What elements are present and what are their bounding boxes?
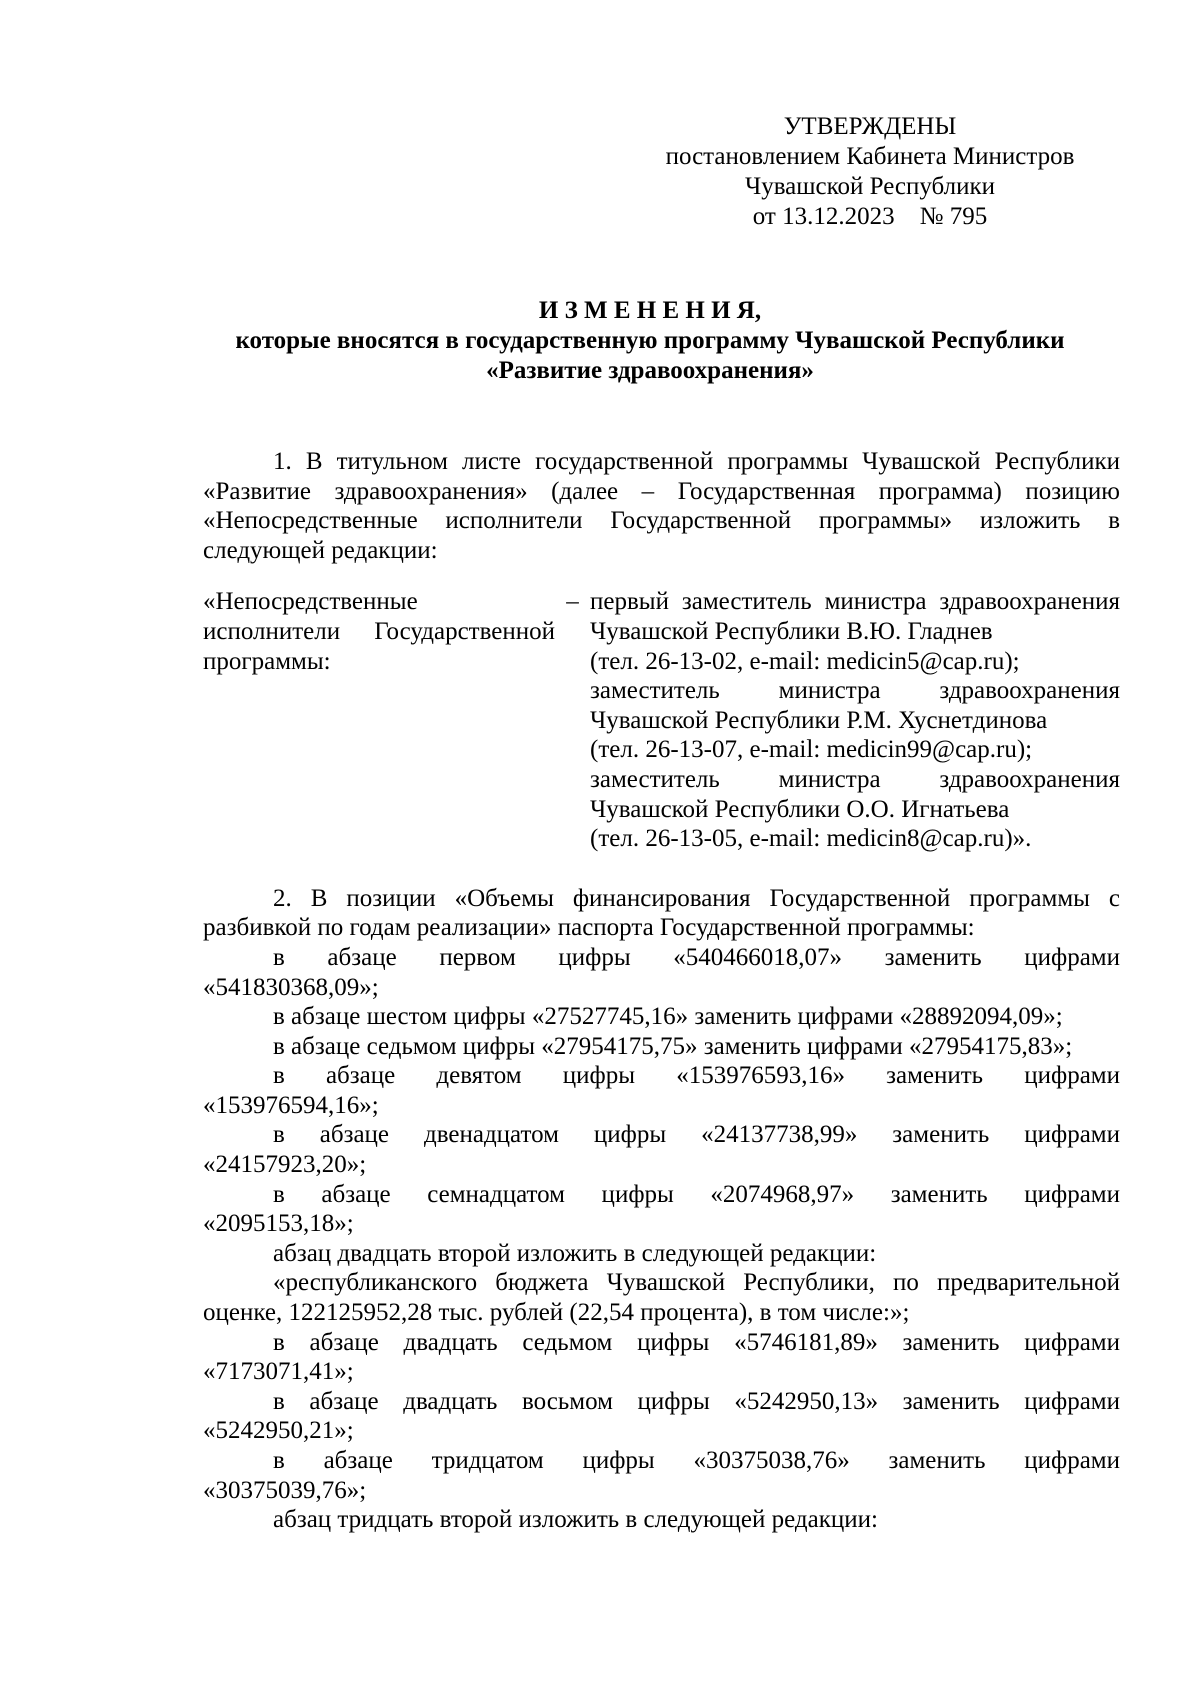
section-2-item-continuation: «541830368,09»; bbox=[203, 973, 379, 1001]
executor-1-role: первый заместитель министра здравоохранения Чувашской Республики В.Ю. Гладнев bbox=[590, 588, 1120, 645]
section-2-item-continuation: «24157923,20»; bbox=[203, 1151, 367, 1179]
section-2-item: «республиканского бюджета Чувашской Республики, по предварительной оценке, 122125952,28 тыс. рублей (22,54 процента), в том числе:»; bbox=[203, 1269, 1120, 1327]
executor-2-role: заместитель министра здравоохранения Чувашской Республики Р.М. Хуснетдинова bbox=[590, 677, 1120, 734]
section-2-item-continuation: «7173071,41»; bbox=[203, 1358, 354, 1386]
section-2-item: в абзаце первом цифры «540466018,07» заменить цифрами bbox=[273, 943, 1120, 971]
document-body bbox=[203, 447, 1120, 1535]
document-heading bbox=[180, 296, 1120, 386]
executor-2-contact: (тел. 26-13-07, e-mail: medicin99@cap.ru); bbox=[590, 736, 1033, 764]
section-2-item: в абзаце семнадцатом цифры «2074968,97» заменить цифрами bbox=[273, 1180, 1120, 1208]
section-2-item: в абзаце двадцать восьмом цифры «5242950,13» заменить цифрами bbox=[273, 1387, 1120, 1415]
section-2-item: в абзаце шестом цифры «27527745,16» заменить цифрами «28892094,09»; bbox=[273, 1003, 1063, 1031]
section-2-item-continuation: «5242950,21»; bbox=[203, 1417, 354, 1445]
approval-stamp bbox=[620, 112, 1120, 232]
executors-list bbox=[590, 587, 1120, 853]
executor-3-role: заместитель министра здравоохранения Чувашской Республики О.О. Игнатьева bbox=[590, 765, 1120, 823]
section-2-item: в абзаце седьмом цифры «27954175,75» заменить цифрами «27954175,83»; bbox=[273, 1032, 1073, 1060]
section-2-item: в абзаце двенадцатом цифры «24137738,99» заменить цифрами bbox=[273, 1121, 1120, 1149]
approval-line-3: Чувашской Республики bbox=[744, 173, 996, 200]
section-2-intro: 2. В позиции «Объемы финансирования Государственной программы с разбивкой по годам реализации» паспорта Государственной программы: bbox=[203, 884, 1120, 942]
approval-line-1: УТВЕРЖДЕНЫ bbox=[783, 113, 957, 140]
section-2-item: в абзаце двадцать седьмом цифры «5746181,89» заменить цифрами bbox=[273, 1328, 1120, 1356]
document-subtitle-line-2: «Развитие здравоохранения» bbox=[486, 357, 814, 384]
section-1-paragraph: 1. В титульном листе государственной программы Чувашской Республики «Развитие здравоохранения» (далее – Государственная программа) позицию «Непосредственные исполнители Государственной программы» изложить в следующей редакции: bbox=[203, 448, 1120, 564]
executors-dash: – bbox=[566, 588, 579, 616]
section-2-items bbox=[203, 943, 1120, 1535]
approval-line-2: постановлением Кабинета Министров bbox=[665, 143, 1075, 170]
executors-label: «Непосредственные исполнители Государственной программы: bbox=[203, 588, 555, 675]
approval-line-4: от 13.12.2023 № 795 bbox=[752, 203, 988, 230]
section-2-item-continuation: «153976594,16»; bbox=[203, 1091, 379, 1119]
section-2-item-continuation: «2095153,18»; bbox=[203, 1210, 354, 1238]
section-2-item: в абзаце тридцатом цифры «30375038,76» заменить цифрами bbox=[273, 1447, 1120, 1474]
section-2-item-continuation: «30375039,76»; bbox=[203, 1476, 367, 1504]
executor-3-contact: (тел. 26-13-05, e-mail: medicin8@cap.ru)». bbox=[590, 825, 1032, 853]
executors-table bbox=[203, 587, 1120, 853]
section-2-item: в абзаце девятом цифры «153976593,16» заменить цифрами bbox=[273, 1062, 1120, 1090]
executor-1-contact: (тел. 26-13-02, e-mail: medicin5@cap.ru); bbox=[590, 647, 1020, 675]
section-2-item: абзац тридцать второй изложить в следующей редакции: bbox=[273, 1506, 878, 1534]
document-title: И З М Е Н Е Н И Я, bbox=[538, 297, 762, 324]
document-subtitle-line-1: которые вносятся в государственную программу Чувашской Республики bbox=[235, 327, 1065, 354]
section-2-item: абзац двадцать второй изложить в следующей редакции: bbox=[273, 1239, 877, 1267]
